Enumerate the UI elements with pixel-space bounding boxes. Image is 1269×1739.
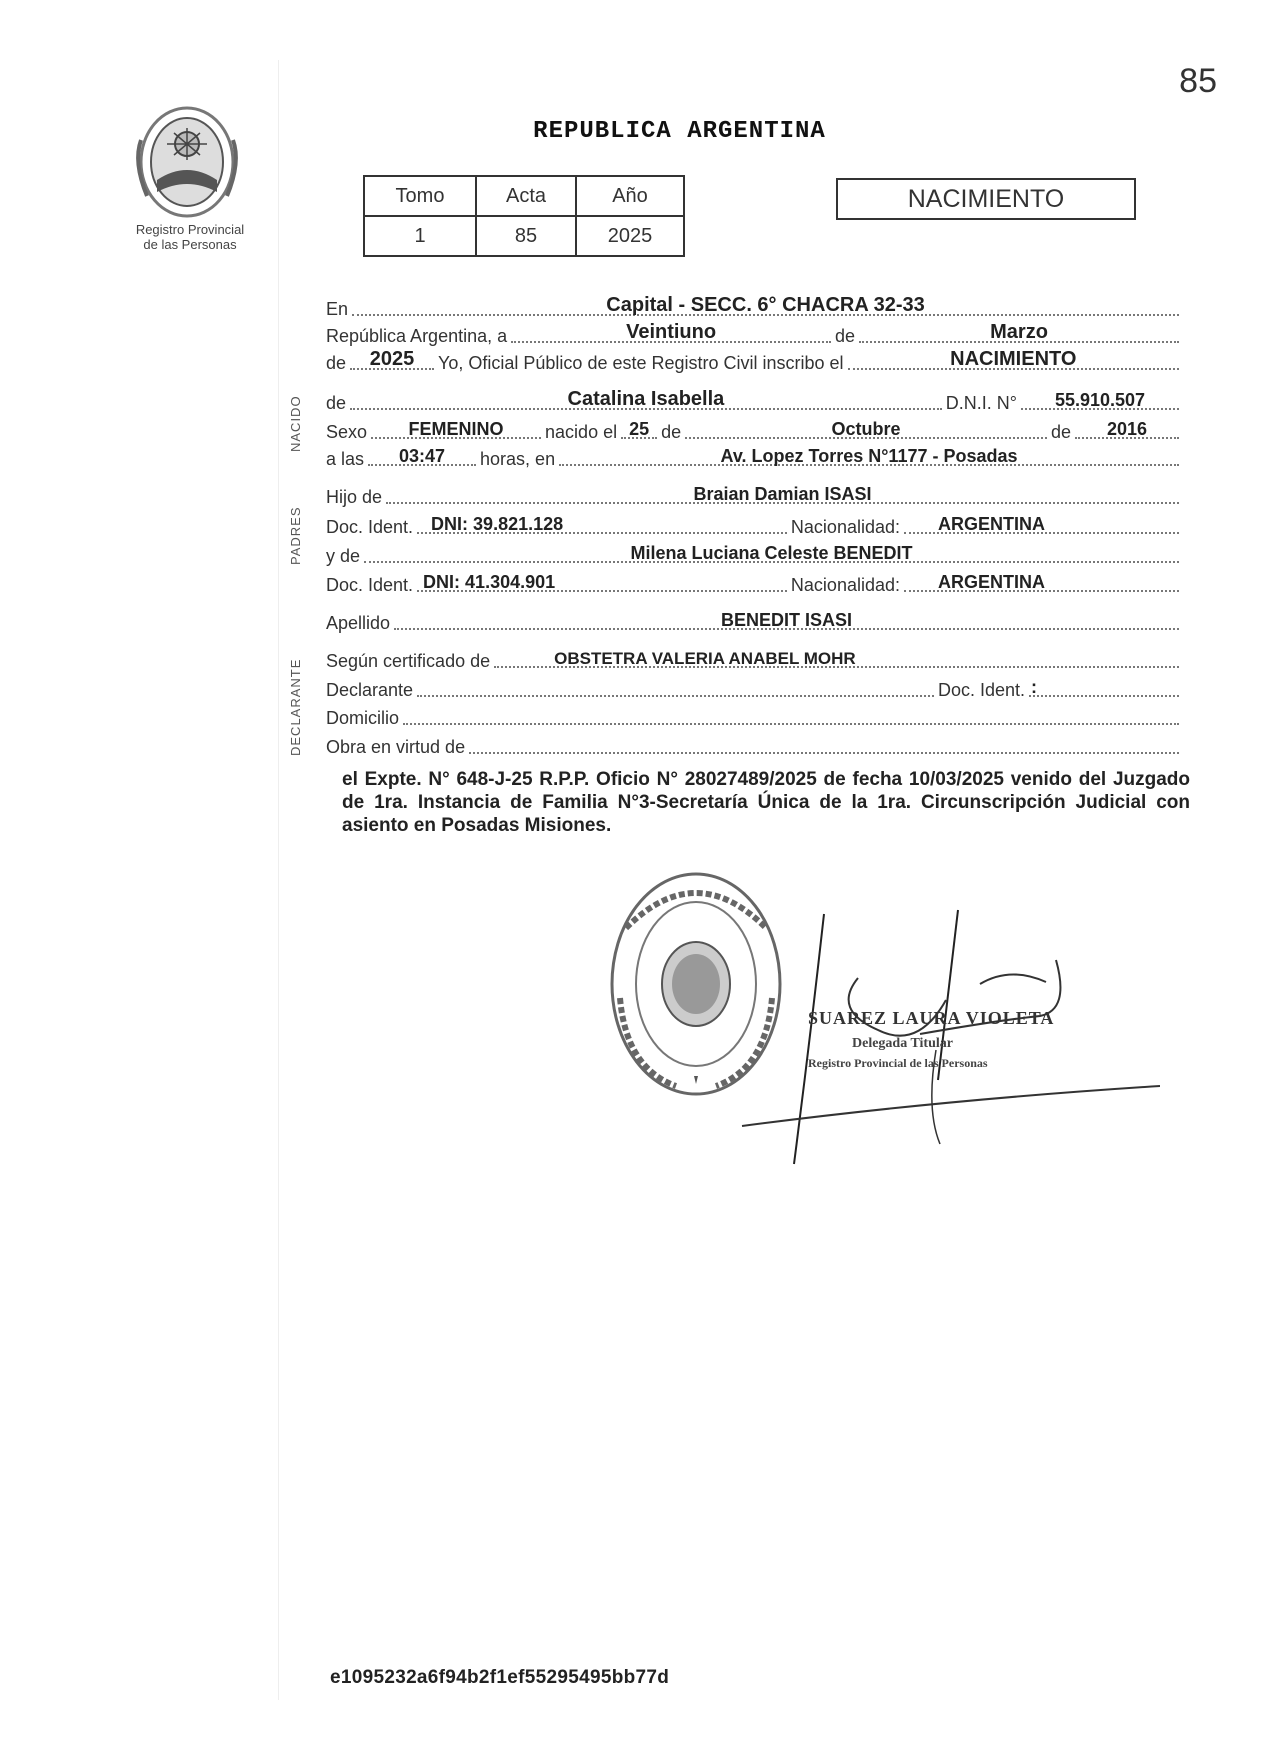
field-nombre: [350, 378, 942, 410]
field-madre-nac: [904, 560, 1179, 592]
field-domicilio: [403, 693, 1179, 725]
field-padre-nac: [904, 502, 1179, 534]
label-de-month: de: [661, 422, 682, 442]
value-sexo: FEMENINO: [408, 419, 504, 439]
field-dia: [511, 311, 831, 343]
act-type-box: NACIMIENTO: [836, 178, 1136, 220]
row-hora: [326, 446, 1183, 470]
value-madre-nac: ARGENTINA: [938, 572, 1045, 592]
signatory-name: SUAREZ LAURA VIOLETA: [808, 1008, 1055, 1028]
label-sexo: Sexo: [326, 422, 368, 442]
value-lugar-nac: Av. Lopez Torres N°1177 - Posadas: [720, 446, 1018, 466]
value-dni: 55.910.507: [1054, 390, 1146, 410]
label-obra-en-virtud: Obra en virtud de: [326, 737, 466, 757]
anio-header: Año: [576, 176, 684, 216]
registry-name-line1: Registro Provincial: [135, 222, 245, 237]
acta-value: 85: [476, 216, 576, 256]
field-hora: [368, 434, 476, 466]
row-apellido: [326, 610, 1183, 634]
record-table: [363, 175, 685, 257]
side-label-padres: PADRES: [288, 506, 303, 565]
value-padre-doc: DNI: 39.821.128: [431, 514, 564, 534]
label-de-year: de: [326, 353, 347, 373]
row-inscripcion: [326, 350, 1183, 374]
field-lugar-nac: [559, 434, 1179, 466]
margin-line: [278, 60, 279, 1700]
registry-name: [110, 222, 270, 252]
value-declarante-doc: :: [1031, 677, 1037, 697]
value-madre: Milena Luciana Celeste BENEDIT: [630, 543, 913, 563]
value-nac-anio: 2016: [1106, 419, 1148, 439]
record-value-row: [364, 216, 684, 256]
value-padre-nac: ARGENTINA: [938, 514, 1045, 534]
row-madre-doc: [326, 572, 1183, 596]
field-acto: [848, 338, 1179, 370]
label-nacionalidad: Nacionalidad:: [790, 517, 900, 537]
value-anio: 2025: [369, 348, 415, 370]
resolution-text: el Expte. N° 648-J-25 R.P.P. Oficio N° 28027489/2025 de fecha 10/03/2025 venido del Juzgado de 1ra. Instancia de Familia N°3-Secretaría Única de la 1ra. Circunscripción Judicial con asiento en Posadas Misiones.: [342, 769, 1190, 836]
label-doc-ident: Doc. Ident.: [326, 517, 414, 537]
label-apellido: Apellido: [326, 613, 391, 633]
label-de-name: de: [326, 393, 347, 413]
label-de-year2: de: [1050, 422, 1071, 442]
value-nac-mes: Octubre: [831, 419, 901, 439]
field-dni: [1021, 378, 1179, 410]
label-en: En: [326, 299, 349, 319]
value-padre: Braian Damian ISASI: [693, 484, 872, 504]
signatory-org: Registro Provincial de las Personas: [808, 1056, 988, 1070]
label-segun-certificado: Según certificado de: [326, 651, 491, 671]
label-de: de: [835, 326, 856, 346]
label-dni: D.N.I. N°: [945, 393, 1017, 413]
label-doc-ident3: Doc. Ident.: [937, 680, 1025, 700]
record-header-row: [364, 176, 684, 216]
label-doc-ident2: Doc. Ident.: [326, 575, 414, 595]
anio-value: 2025: [576, 216, 684, 256]
value-acto: NACIMIENTO: [950, 348, 1077, 370]
value-nombre: Catalina Isabella: [567, 388, 725, 410]
value-lugar: Capital - SECC. 6° CHACRA 32-33: [606, 294, 925, 316]
value-certificado: OBSTETRA VALERIA ANABEL MOHR: [554, 649, 856, 668]
label-yo-oficial: Yo, Oficial Público de este Registro Civil inscribo el: [438, 353, 844, 373]
value-nac-dia: 25: [629, 419, 650, 439]
label-a-las: a las: [326, 449, 365, 469]
field-madre: [364, 531, 1179, 563]
value-mes: Marzo: [990, 321, 1048, 343]
label-declarante: Declarante: [326, 680, 414, 700]
page-title: REPUBLICA ARGENTINA: [533, 118, 826, 145]
field-padre: [386, 472, 1179, 504]
field-anio: [350, 338, 434, 370]
label-nacionalidad2: Nacionalidad:: [790, 575, 900, 595]
label-horas-en: horas, en: [480, 449, 556, 469]
value-hora: 03:47: [399, 446, 446, 466]
side-label-nacido: NACIDO: [288, 395, 303, 452]
value-madre-doc: DNI: 41.304.901: [423, 572, 556, 592]
acta-header: Acta: [476, 176, 576, 216]
field-padre-doc: [417, 502, 787, 534]
tomo-header: Tomo: [364, 176, 476, 216]
tomo-value: 1: [364, 216, 476, 256]
field-certificado: [494, 636, 1179, 668]
registry-name-line2: de las Personas: [143, 237, 237, 252]
label-hijo-de: Hijo de: [326, 487, 383, 507]
field-apellido: [394, 598, 1179, 630]
label-nacido-el: nacido el: [545, 422, 618, 442]
row-obra: [326, 734, 1183, 758]
signatory-role: Delegada Titular: [852, 1036, 953, 1051]
label-republica: República Argentina, a: [326, 326, 508, 346]
value-apellido: BENEDIT ISASI: [721, 610, 853, 630]
document-hash: e1095232a6f94b2f1ef55295495bb77d: [330, 1667, 670, 1688]
field-obra: [469, 722, 1179, 754]
side-label-declarante: DECLARANTE: [288, 658, 303, 756]
field-madre-doc: [417, 560, 787, 592]
value-dia: Veintiuno: [626, 321, 717, 343]
page-number: 85: [1179, 62, 1217, 100]
label-y-de: y de: [326, 546, 361, 566]
label-domicilio: Domicilio: [326, 708, 400, 728]
